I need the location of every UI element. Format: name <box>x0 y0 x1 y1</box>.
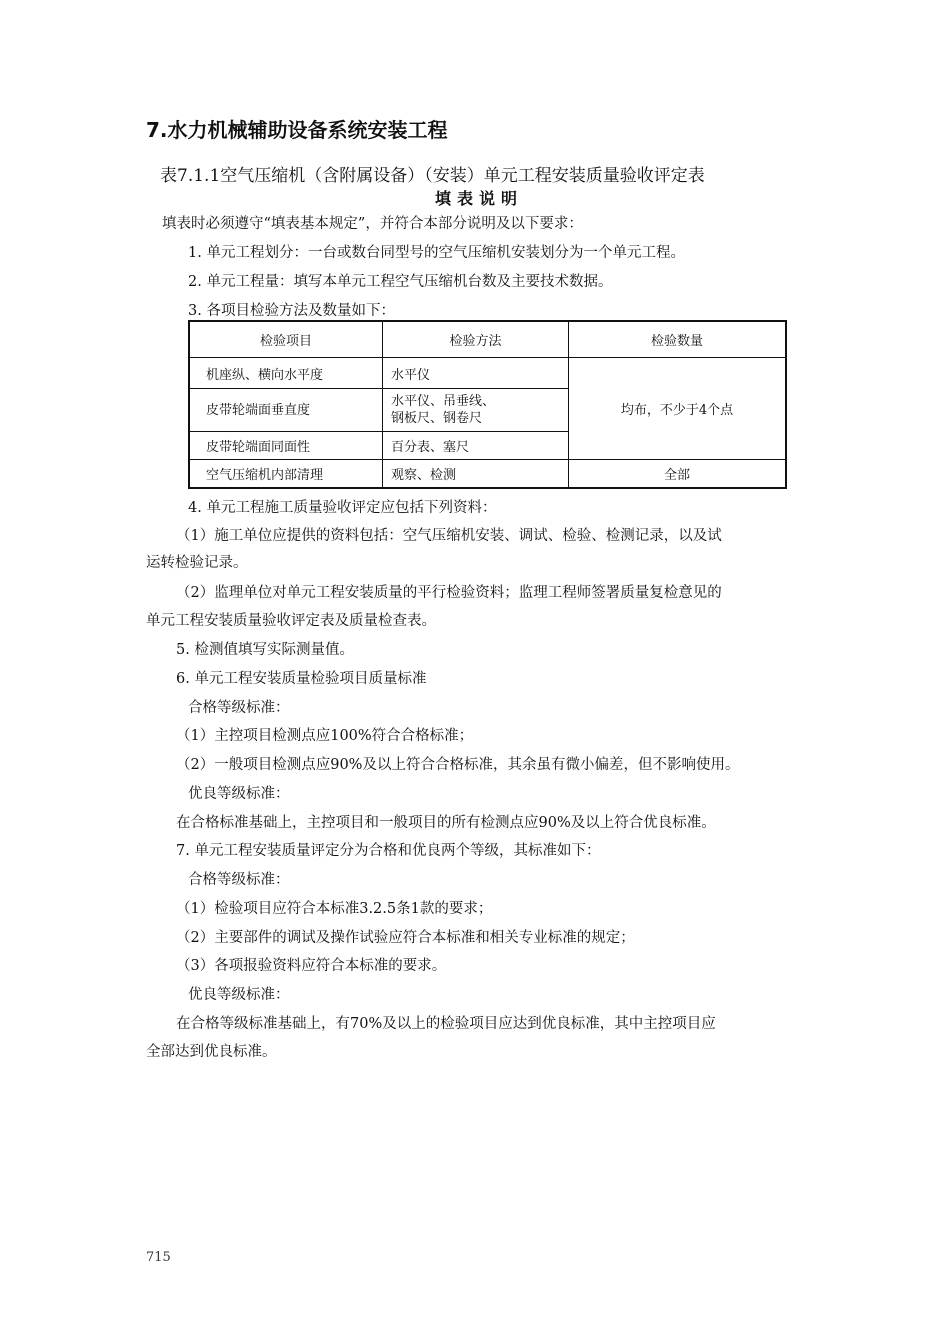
item-7-excellent-label: 优良等级标准： <box>188 987 290 1003</box>
cell-method-line: 水平仪、吊垂线、 <box>391 394 496 409</box>
page-number: 715 <box>146 1250 171 1265</box>
item-4-1-line1: （1）施工单位应提供的资料包括：空气压缩机安装、调试、检验、检测记录，以及试 <box>176 528 722 544</box>
header-method: 检验方法 <box>383 321 569 358</box>
cell-method: 观察、检测 <box>383 460 569 489</box>
table-header-row <box>189 321 786 358</box>
item-6-excellent-1: 在合格标准基础上，主控项目和一般项目的所有检测点应90%及以上符合优良标准。 <box>176 815 716 831</box>
cell-item: 皮带轮端面垂直度 <box>189 389 383 432</box>
cell-method: 百分表、塞尺 <box>383 432 569 460</box>
item-6-pass-label: 合格等级标准： <box>188 700 290 716</box>
cell-quantity: 全部 <box>569 460 787 489</box>
header-item: 检验项目 <box>189 321 383 358</box>
table-row <box>189 460 786 489</box>
item-7: 7. 单元工程安装质量评定分为合格和优良两个等级，其标准如下： <box>176 843 601 859</box>
intro-text: 填表时必须遵守“填表基本规定”，并符合本部分说明及以下要求： <box>162 216 583 232</box>
item-6-pass-1: （1）主控项目检测点应100%符合合格标准； <box>176 728 474 744</box>
cell-quantity-merged: 均布，不少于4个点 <box>569 358 787 460</box>
item-1: 1. 单元工程划分：一台或数台同型号的空气压缩机安装划分为一个单元工程。 <box>188 245 685 261</box>
cell-method-line: 钢板尺、钢卷尺 <box>391 411 483 426</box>
item-7-pass-2: （2）主要部件的调试及操作试验应符合本标准和相关专业标准的规定； <box>176 930 635 946</box>
item-4: 4. 单元工程施工质量验收评定应包括下列资料： <box>188 500 497 516</box>
table-row <box>189 358 786 389</box>
table-caption: 表7.1.1空气压缩机（含附属设备）（安装）单元工程安装质量验收评定表 <box>160 166 705 186</box>
cell-method: 水平仪 <box>383 358 569 389</box>
cell-item: 皮带轮端面同面性 <box>189 432 383 460</box>
item-7-pass-3: （3）各项报验资料应符合本标准的要求。 <box>176 958 447 974</box>
item-4-2-line1: （2）监理单位对单元工程安装质量的平行检验资料；监理工程师签署质量复检意见的 <box>176 585 722 601</box>
item-5: 5. 检测值填写实际测量值。 <box>176 642 354 658</box>
section-heading: 7.水力机械辅助设备系统安装工程 <box>146 118 448 142</box>
item-7-pass-1: （1）检验项目应符合本标准3.2.5条1款的要求； <box>176 901 493 917</box>
item-6: 6. 单元工程安装质量检验项目质量标准 <box>176 671 427 687</box>
cell-method <box>383 389 569 432</box>
item-4-1-line2: 运转检验记录。 <box>146 555 248 571</box>
cell-item: 空气压缩机内部清理 <box>189 460 383 489</box>
item-7-pass-label: 合格等级标准： <box>188 872 290 888</box>
item-6-excellent-label: 优良等级标准： <box>188 786 290 802</box>
item-2: 2. 单元工程量：填写本单元工程空气压缩机台数及主要技术数据。 <box>188 274 613 290</box>
item-7-excellent-line2: 全部达到优良标准。 <box>146 1044 277 1060</box>
item-4-2-line2: 单元工程安装质量验收评定表及质量检查表。 <box>146 613 436 629</box>
header-quantity: 检验数量 <box>569 321 787 358</box>
item-7-excellent-line1: 在合格等级标准基础上，有70%及以上的检验项目应达到优良标准，其中主控项目应 <box>176 1016 716 1032</box>
inspection-table <box>188 320 787 489</box>
item-6-pass-2: （2）一般项目检测点应90%及以上符合合格标准，其余虽有微小偏差，但不影响使用。 <box>176 757 740 773</box>
subtitle: 填表说明 <box>434 189 523 208</box>
item-3: 3. 各项目检验方法及数量如下： <box>188 303 395 319</box>
cell-item: 机座纵、横向水平度 <box>189 358 383 389</box>
